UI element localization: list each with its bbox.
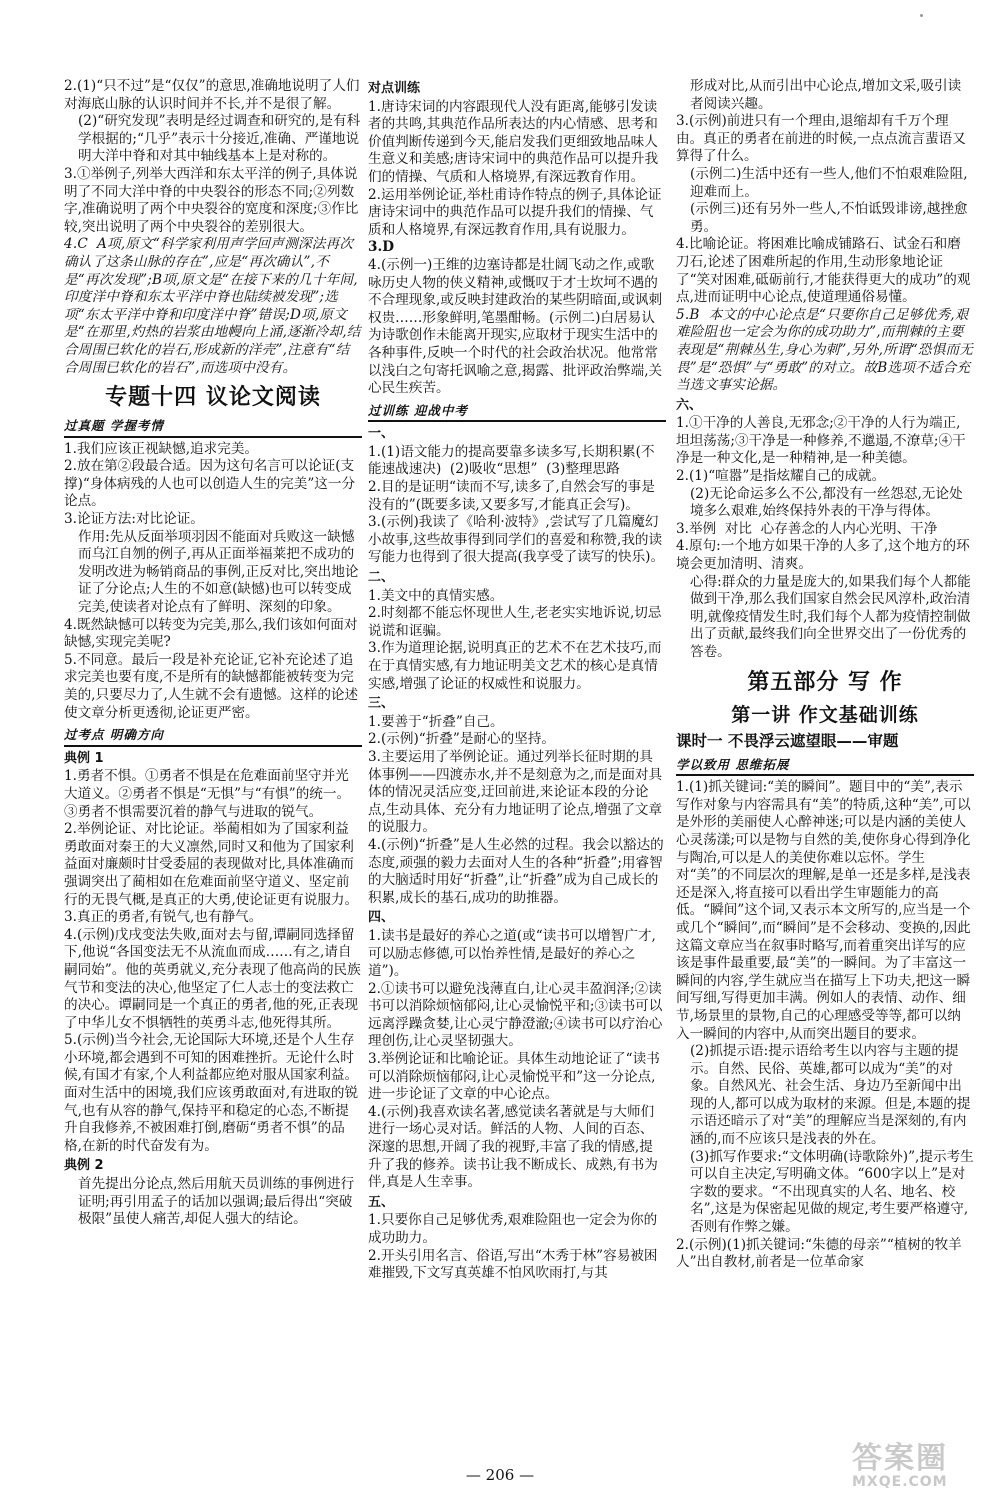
paragraph: 1.要善于“折叠”自己。 [368, 713, 504, 730]
paragraph: 2.(示例)“折叠”是耐心的坚持。 [368, 731, 556, 748]
paragraph: 2.时刻都不能忘怀现世人生,老老实实地诉说,切忌说谎和诓骗。 [368, 605, 662, 639]
paragraph: 3.真正的勇者,有锐气,也有静气。 [64, 909, 263, 926]
watermark-top: 答案圈 [852, 1441, 948, 1476]
paragraph: 5.(示例)当今社会,无论国际大环境,还是个人生存小环境,都会遇到不可知的困难挫折。无论什么时候,有国才有家,个人利益都应绝对服从国家利益。面对生活中的困境,我们应该勇敢面对,有进取的锐气,也有从容的静气,保持平和稳定的心态,不断提升自我修养,不被困难打倒,磨砺“勇者不惧”的品格,在新的时代奋发有为。 [64, 1032, 359, 1154]
paragraph: 3.①举例子,列举大西洋和东太平洋的例子,具体说明了不同大洋中脊的中央裂谷的形态不同;②列数字,准确说明了两个中央裂谷的宽度和深度;③作比较,突出说明了两个中央裂谷的差别很大。 [64, 165, 359, 235]
paragraph: (2)抓提示语:提示语给考生以内容与主题的提示。自然、民俗、英雄,都可以成为“美”的对象。自然风光、社会生活、身边乃至新闻中出现的人,都可以成为取材的来源。但是,本题的提示语还暗示了对“美”的理解应当是深刻的,有内涵的,而不应该只是浅表的外在。 [690, 1043, 971, 1148]
section-label: 二、 [368, 570, 395, 586]
paragraph: 2.(1)“只不过”是“仅仅”的意思,准确地说明了人们对海底山脉的认识时间并不长,并不是很了解。 [64, 78, 360, 112]
paragraph: (2)“研究发现”表明是经过调查和研究的,是有科学根据的;“几乎”表示十分接近,准确、严谨地说明大洋中脊和对其中轴线基本上是对称的。 [78, 113, 361, 165]
paragraph: 形成对比,从而引出中心论点,增加文采,吸引读者阅读兴趣。 [690, 78, 962, 112]
column-right [676, 78, 974, 1272]
column-left [64, 78, 362, 1229]
section-title: 第五部分 写 作 [747, 669, 903, 695]
explanation: 4.C A项,原文“科学家利用声学回声测深法再次确认了这条山脉的存在”,应是“再次确认”,不是“再次发现”;B项,原文是“在接下来的几十年间,印度洋中脊和东太平洋中脊也陆续被发现”;选项“东太平洋中脊和印度洋中脊”错误;D项,原文是“在那里,灼热的岩浆由地幔向上涌,逐渐冷却,结合周围已软化的岩石,形成新的洋壳”,注意有“结合周围已软化的岩石”,而选项中没有。 [64, 236, 361, 376]
paragraph: (示例二)生活中还有一些人,他们不怕艰难险阻,迎难而上。 [690, 165, 968, 200]
section-label: 六、 [676, 397, 703, 413]
paragraph: 3.举例 对比 心存善念的人内心光明、干净 [676, 520, 938, 537]
paragraph: 4.原句:一个地方如果干净的人多了,这个地方的环境会更加清明、清爽。 [676, 538, 970, 573]
section-label: 典例 2 [64, 1158, 104, 1174]
watermark-bottom: MXQE.COM [852, 1474, 948, 1490]
paragraph: 3.主要运用了举例论证。通过列举长征时期的具体事例——四渡赤水,并不是刻意为之,而是面对具体的情况灵活应变,迂回前进,来论证本段的分论点,生动具体、充分有力地证明了论点,增强了文章的说服力。 [368, 748, 663, 836]
paragraph: 2.(示例)(1)抓关键词:“朱德的母亲”“植树的牧羊人”出自教材,前者是一位革命家 [676, 1236, 962, 1271]
paragraph: 1.只要你自己足够优秀,艰难险阻也一定会为你的成功助力。 [368, 1212, 658, 1246]
section-label: 一、 [368, 426, 395, 442]
section-label: 三、 [368, 696, 395, 712]
paragraph: 4.(示例一)王维的边塞诗都是壮阔飞动之作,或歌咏历史人物的侠义精神,或慨叹于才士坎坷不遇的不合理现象,或反映封建政治的某些阴暗面,或讽刺权贵……形象鲜明,笔墨酣畅。(示例二)白居易认为诗歌创作未能离开现实,应取材于现实生活中的各种事件,反映一个时代的社会政治状况。他常常以浅白之句寄托讽喻之意,揭露、批评政治弊端,关心民生疾苦。 [368, 256, 663, 397]
paragraph: 2.放在第②段最合适。因为这句名言可以论证(支撑)“身体病残的人也可以创造人生的完美”这一分论点。 [64, 458, 356, 510]
paragraph: 4.(示例)“折叠”是人生必然的过程。我会以豁达的态度,顽强的毅力去面对人生的各种“折叠”;用睿智的大脑适时用好“折叠”,让“折叠”成为自己成长的积累,成长的基石,成功的助推器。 [368, 836, 664, 906]
paragraph: 1.我们应该正视缺憾,追求完美。 [64, 440, 259, 457]
paragraph: (2)无论命运多么不公,都没有一丝怨怼,无论处境多么艰难,始终保持外表的干净与得体。 [690, 485, 963, 520]
answer-line: 3.D [368, 239, 394, 256]
page-number: — 206 — [465, 1466, 535, 1484]
paragraph: 4.(示例)我喜欢读名著,感觉读名著就是与大师们进行一场心灵对话。鲜活的人物、人间的百态、深邃的思想,开阔了我的视野,丰富了我的情感,提升了我的修养。读书让我不断成长、成熟,有书为伴,真是人生幸事。 [368, 1103, 658, 1191]
watermark-logo [852, 1441, 992, 1496]
paragraph: 2.(1)“喧嚣”是指炫耀自己的成就。 [676, 468, 886, 485]
section-banner: 过考点 明确方向 [64, 726, 362, 747]
paragraph: 4.既然缺憾可以转变为完美,那么,我们该如何面对缺憾,实现完美呢? [64, 616, 358, 651]
paragraph: 3.(示例)我读了《哈利·波特》,尝试写了几篇魔幻小故事,这些故事得到同学们的喜爱和称赞,我的读写能力也得到了很大提高(我享受了读写的快乐)。 [368, 514, 665, 566]
scan-speck [920, 14, 923, 17]
paragraph: 4.(示例)戊戌变法失败,面对去与留,谭嗣同选择留下,他说“各国变法无不从流血而成……有之,请自嗣同始”。他的英勇就义,充分表现了他高尚的民族气节和变法的决心,他坚定了仁人志士的变法救亡的决心。谭嗣同是一个真正的勇者,他的死,正表现了中华儿女不惧牺牲的英勇斗志,他死得其所。 [64, 926, 361, 1031]
explanation: 5.B 本文的中心论点是“只要你自己足够优秀,艰难险阻也一定会为你的成功助力”,而荆棘的主要表现是“荆棘丛生,身心为刺”,另外,所谓“恐惧而无畏”是“恐惧”与“勇敢”的对立。故B选项不适合充当选文事实论据。 [676, 306, 974, 394]
paragraph: 1.(1)抓关键词:“美的瞬间”。题目中的“美”,表示写作对象与内容需具有“美”的特质,这种“美”,可以是外形的美丽使人心醉神迷;可以是内涵的美使人心灵荡漾;可以是物与自然的美,使你身心得到净化与陶冶,可以是人的美使你难以忘怀。学生对“美”的不同层次的理解,是单一还是多样,是浅表还是深入,将直接可以看出学生审题能力的高低。“瞬间”这个词,又表示本文所写的,应当是一个或几个“瞬间”,而“瞬间”是不会移动、变换的,因此这篇文章应当在叙事时略写,而着重突出详写的应该是事件最重要,最“美”的一瞬间。为了丰富这一瞬间的内容,学生就应当在描写上下功夫,把这一瞬间写细,写得更加丰满。例如人的表情、动作、细节,场景里的景物,自己的心理感受等等,都可以纳入一瞬间的内容中,从而突出题目的要求。 [676, 779, 971, 1042]
paragraph: 作用:先从反面举项羽因不能面对兵败这一缺憾而乌江自刎的例子,再从正面举福莱把不成功的发明改进为畅销商品的事例,正反对比,突出地论证了分论点;人生的不如意(缺憾)也可以转变成完美,使读者对论点有了鲜明、深刻的印象。 [78, 528, 359, 616]
paragraph: 2.开头引用名言、俗语,写出“木秀于林”容易被困难摧毁,下文写真英雄不怕风吹雨打,与其 [368, 1247, 658, 1282]
paragraph: 1.读书是最好的养心之道(或“读书可以增智广才,可以励志修德,可以怡养性情,是最好的养心之道”)。 [368, 927, 656, 980]
lesson-title: 课时一 不畏浮云遮望眼——审题 [676, 731, 899, 750]
paragraph: 2.①读书可以避免浅薄直白,让心灵丰盈润泽;②读书可以消除烦恼郁闷,让心灵愉悦平和;③读书可以远离浮躁贪婪,让心灵宁静澄澈;④读书可以疗治心理创伤,让心灵坚韧强大。 [368, 980, 663, 1050]
section-label: 四、 [368, 910, 395, 926]
paragraph: 1.勇者不惧。①勇者不惧是在危难面前坚守并光大道义。②勇者不惧是“无惧”与“有惧”的统一。③勇者不惧需要沉着的静气与进取的锐气。 [64, 768, 351, 820]
paragraph: 2.运用举例论证,举杜甫诗作特点的例子,具体论证唐诗宋词中的典范作品可以提升我们的情操、气质和人格境界,有深远教育作用,具有说服力。 [368, 186, 662, 238]
column-middle [368, 78, 666, 1283]
section-label: 典例 1 [64, 750, 104, 766]
paragraph: 4.比喻论证。将困难比喻成铺路石、试金石和磨刀石,论述了困难所起的作用,生动形象地论证了“笑对困难,砥砺前行,才能获得更大的成功”的观点,进而证明中心论点,使道理通俗易懂。 [676, 236, 971, 306]
section-banner: 过真题 学握考情 [64, 417, 362, 438]
paragraph: 3.举例论证和比喻论证。具体生动地论证了“读书可以消除烦恼郁闷,让心灵愉悦平和”这一分论点,进一步论证了文章的中心论点。 [368, 1051, 660, 1103]
section-label: 对点训练 [368, 81, 421, 96]
paragraph: 5.不同意。最后一段是补充论证,它补充论述了追求完美也要有度,不是所有的缺憾都能被转变为完美的,只要尽力了,人生就不会有遗憾。这样的论述使文章分析更透彻,论证更严密。 [64, 651, 359, 721]
paragraph: 2.举例论证、对比论证。举蔺相如为了国家利益勇敢面对秦王的大义凛然,同时又和他为了国家利益面对廉颇时甘受委屈的表现做对比,具体准确而强调突出了蔺相如在危难面前坚守道义、坚定前行的无畏气概,是真正的大勇,使论证更有说服力。 [64, 821, 359, 908]
paragraph: (示例三)还有另外一些人,不怕诋毁诽谤,越挫愈勇。 [690, 201, 968, 235]
paragraph: 3.(示例)前进只有一个理由,退缩却有千万个理由。真正的勇者在前进的时候,一点点流言蜚语又算得了什么。 [676, 113, 966, 165]
section-label: 五、 [368, 1194, 395, 1210]
paragraph: (3)抓写作要求:“文体明确(诗歌除外)”,提示考生可以自主决定,写明确文体。“600字以上”是对字数的要求。“不出现真实的人名、地名、校名”,这是为保密起见做的规定,考生要严格遵守,否则有作弊之嫌。 [690, 1148, 974, 1236]
paragraph: 2.目的是证明“读而不写,读多了,自然会写的事是没有的”(既要多读,又要多写,才能真正会写)。 [368, 479, 655, 513]
section-title: 专题十四 议论文阅读 [105, 385, 321, 411]
paragraph: 1.(1)语文能力的提高要靠多读多写,长期积累(不能速战速决) (2)吸收“思想” (3)整理思路 [368, 443, 655, 478]
paragraph: 3.论证方法:对比论证。 [64, 511, 204, 528]
paragraph: 1.①干净的人善良,无邪念;②干净的人行为端正,坦坦荡荡;③干净是一种修养,不邋遢,不潦草;④干净是一种文化,是一种精神,是一种美德。 [676, 415, 966, 467]
section-banner: 过训练 迎战中考 [368, 402, 666, 423]
paragraph: 心得:群众的力量是庞大的,如果我们每个人都能做到干净,那么我们国家自然会民风淳朴,政治清明,就像疫情发生时,我们每个人都为疫情控制做出了贡献,最终我们向全世界交出了一份优秀的答卷。 [690, 573, 971, 660]
paragraph: 1.唐诗宋词的内容跟现代人没有距离,能够引发读者的共鸣,其典范作品所表达的内心情感、思考和价值判断传递到今天,能启发我们更细致地品味人生意义和美感;唐诗宋词中的典范作品可以提升我们的情操、气质和人格境界,有深远教育作用。 [368, 98, 659, 185]
paragraph: 3.作为道理论据,说明真正的艺术不在艺术技巧,而在于真情实感,有力地证明美文艺术的核心是真情实感,增强了论证的权威性和说服力。 [368, 640, 662, 692]
lecture-title: 第一讲 作文基础训练 [731, 703, 919, 726]
paragraph: 1.美文中的真情实感。 [368, 587, 504, 604]
section-banner: 学以致用 思维拓展 [676, 756, 974, 777]
paragraph: 首先提出分论点,然后用航天员训练的事例进行证明;再引用孟子的话加以强调;最后得出“突破极限”虽使人痛苦,却促人强大的结论。 [78, 1176, 355, 1228]
